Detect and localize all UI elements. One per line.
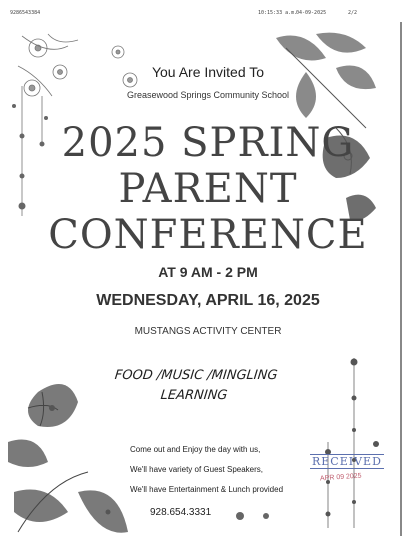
phone-number: 928.654.3331 — [150, 507, 212, 518]
title-line-2: PARENT — [118, 166, 298, 212]
invite-heading: You Are Invited To — [151, 64, 265, 80]
activities-line-1: FOOD /MUSIC /MINGLING — [114, 368, 279, 383]
received-stamp — [306, 448, 394, 518]
details-line-2: We'll have variety of Guest Speakers, — [130, 465, 263, 474]
activities-line-2: LEARNING — [159, 388, 229, 403]
fax-time: 10:15:33 a.m. — [258, 10, 298, 16]
title-line-3: CONFERENCE — [48, 212, 368, 258]
title-line-1: 2025 SPRING — [61, 120, 355, 166]
event-time: AT 9 AM - 2 PM — [158, 264, 258, 280]
fax-number: 9286543384 — [10, 10, 41, 16]
activities-text — [98, 366, 292, 406]
event-date: WEDNESDAY, APRIL 16, 2025 — [96, 292, 320, 309]
school-name: Greasewood Springs Community School — [126, 90, 290, 100]
flower-small-icon — [230, 506, 280, 526]
fax-page-count: 2/2 — [348, 10, 358, 16]
stamp-date: APR 09 2025 — [319, 472, 362, 483]
fax-date: 04-09-2025 — [296, 10, 327, 16]
details-line-3: We'll have Entertainment & Lunch provided — [130, 485, 284, 494]
details-line-1: Come out and Enjoy the day with us, — [130, 445, 261, 454]
event-details — [130, 440, 330, 500]
event-venue: MUSTANGS ACTIVITY CENTER — [134, 326, 282, 337]
stamp-label: RECEIVED — [312, 455, 382, 468]
